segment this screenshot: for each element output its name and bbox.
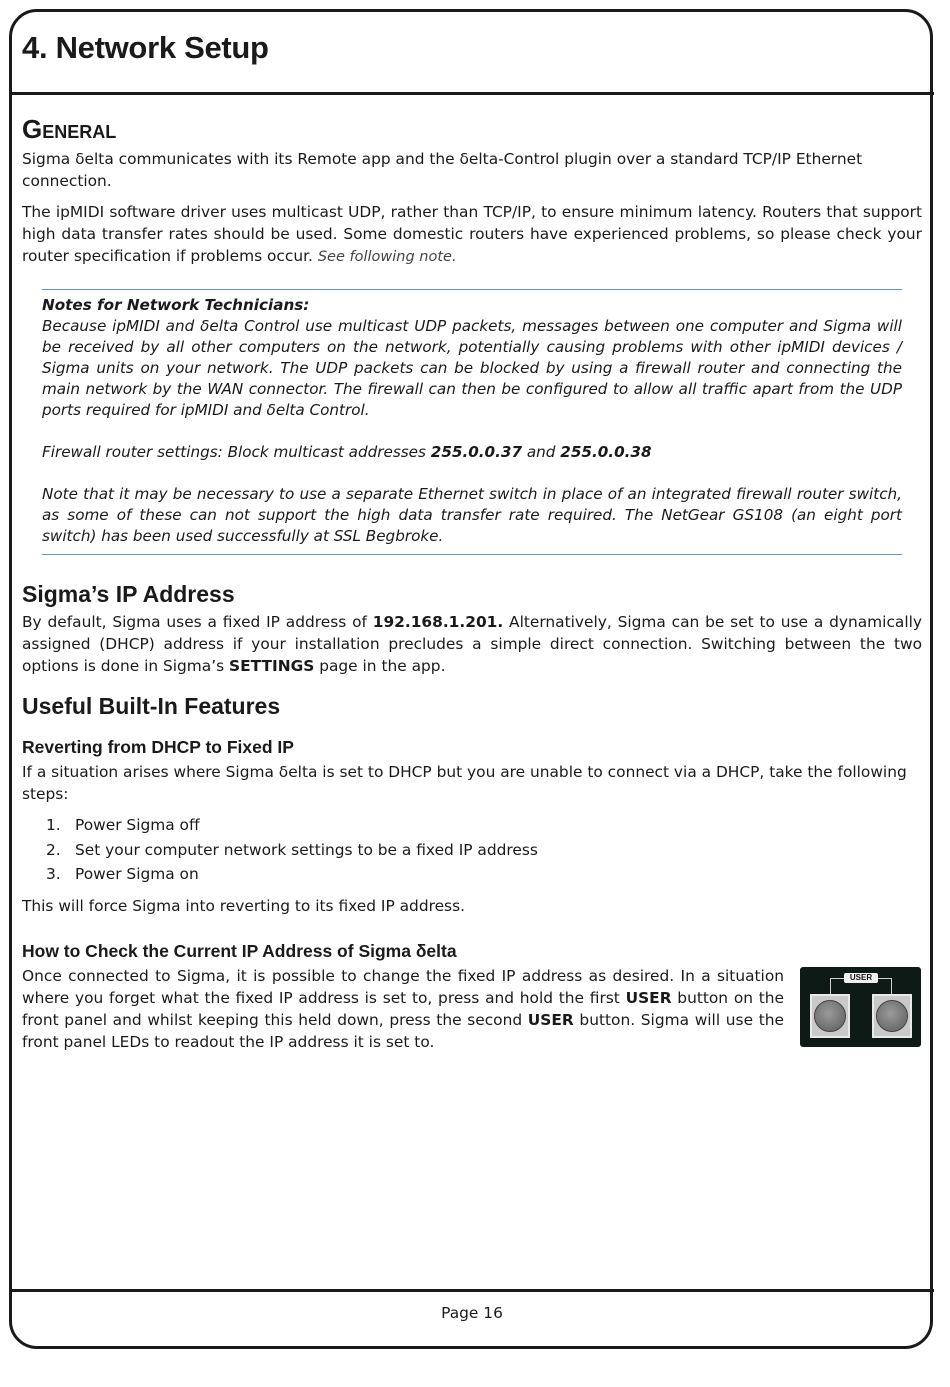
section-heading-features: Useful Built-In Features bbox=[22, 693, 281, 719]
firewall-settings-text: Firewall router settings: Block multicast addresses bbox=[42, 443, 431, 461]
subheading-reverting: Reverting from DHCP to Fixed IP bbox=[22, 737, 294, 757]
see-following-note: See following note. bbox=[317, 249, 457, 265]
page-title: 4. Network Setup bbox=[22, 30, 269, 65]
ip-text-b: Alternatively, Sigma can be set to use a dynamically assigned (DHCP) address if your installation precludes a simple direct connection. Switching between the two options is done in Sigma’s bbox=[22, 613, 922, 675]
reverting-outro: This will force Sigma into reverting to its fixed IP address. bbox=[22, 896, 465, 915]
ip-text-c: page in the app. bbox=[314, 657, 446, 675]
check-text-b: button on the front panel and whilst keeping this held down, press the second bbox=[22, 988, 784, 1029]
step-item bbox=[22, 838, 922, 863]
step-item bbox=[22, 813, 922, 838]
section-heading-ip-address: Sigma’s IP Address bbox=[22, 581, 235, 607]
section-heading-general: General bbox=[22, 114, 117, 144]
user-button-1 bbox=[810, 994, 850, 1038]
reverting-intro: If a situation arises where Sigma δelta is set to DHCP but you are unable to connect via a DHCP, take the following steps: bbox=[22, 763, 907, 803]
reverting-steps bbox=[22, 813, 922, 887]
page-number: Page 16 bbox=[441, 1304, 503, 1322]
footer-divider bbox=[10, 1289, 934, 1292]
ip-text-a: By default, Sigma uses a fixed IP address of bbox=[22, 613, 373, 631]
step-item bbox=[22, 862, 922, 887]
check-text-c: button. Sigma will use the front panel LEDs to readout the IP address it is set to. bbox=[22, 1010, 784, 1051]
default-ip-address: 192.168.1.201. bbox=[372, 613, 504, 631]
multicast-address-1: 255.0.0.37 bbox=[430, 443, 523, 461]
check-text-a: Once connected to Sigma, it is possible to change the fixed IP address as desired. In a situation where you forget what the fixed IP address is set to, press and hold the first bbox=[22, 966, 784, 1007]
user-button-1-knob bbox=[814, 1000, 846, 1032]
general-paragraph-1: Sigma δelta communicates with its Remote app and the δelta-Control plugin over a standard TCP/IP Ethernet connection. bbox=[22, 150, 863, 190]
user-keyword-1: USER bbox=[625, 988, 672, 1007]
user-panel-label: USER bbox=[844, 973, 878, 983]
user-button-2 bbox=[872, 994, 912, 1038]
notes-title: Notes for Network Technicians: bbox=[42, 296, 310, 314]
firewall-and: and bbox=[522, 443, 561, 461]
step-number: 3. bbox=[46, 865, 61, 883]
check-ip-block bbox=[22, 965, 922, 1053]
general-paragraph-2-text: The ipMIDI software driver uses multicast UDP, rather than TCP/IP, to ensure minimum latency. Routers that support high data transfer rates should be used. Some domestic routers have experienced problems, so please check your router specification if problems occur. bbox=[22, 203, 922, 265]
ip-address-paragraph bbox=[22, 611, 922, 677]
step-text: Power Sigma off bbox=[75, 816, 200, 834]
settings-keyword: SETTINGS bbox=[229, 657, 315, 675]
header-divider bbox=[10, 92, 934, 95]
multicast-address-2: 255.0.0.38 bbox=[560, 443, 652, 461]
user-keyword-2: USER bbox=[527, 1010, 574, 1029]
step-number: 1. bbox=[46, 816, 61, 834]
step-number: 2. bbox=[46, 840, 61, 859]
general-paragraph-2 bbox=[22, 201, 922, 268]
notes-paragraph-1: Because ipMIDI and δelta Control use multicast UDP packets, messages between one computer and Sigma will be received by all other computers on the network, potentially causing problems with other ipMIDI devices / Sigma units on your network. The UDP packets can be blocked by using a firewall router and connecting the main network by the WAN connector. The firewall can then be configured to allow all traffic apart from the UDP ports required for ipMIDI and δelta Control. bbox=[42, 317, 902, 419]
user-button-2-knob bbox=[876, 1000, 908, 1032]
step-text: Power Sigma on bbox=[75, 865, 199, 883]
step-text: Set your computer network settings to be a fixed IP address bbox=[75, 840, 538, 859]
check-ip-paragraph bbox=[22, 965, 784, 1053]
main-content bbox=[22, 112, 922, 1053]
subheading-check-ip: How to Check the Current IP Address of Sigma δelta bbox=[22, 940, 457, 961]
firewall-settings bbox=[42, 442, 902, 463]
notes-paragraph-3: Note that it may be necessary to use a separate Ethernet switch in place of an integrated firewall router switch, as some of these can not support the high data transfer rate required. The NetGear GS108 (an eight port switch) has been used successfully at SSL Begbroke. bbox=[42, 485, 902, 545]
network-technician-notes bbox=[42, 289, 902, 555]
user-buttons-image bbox=[800, 967, 921, 1047]
